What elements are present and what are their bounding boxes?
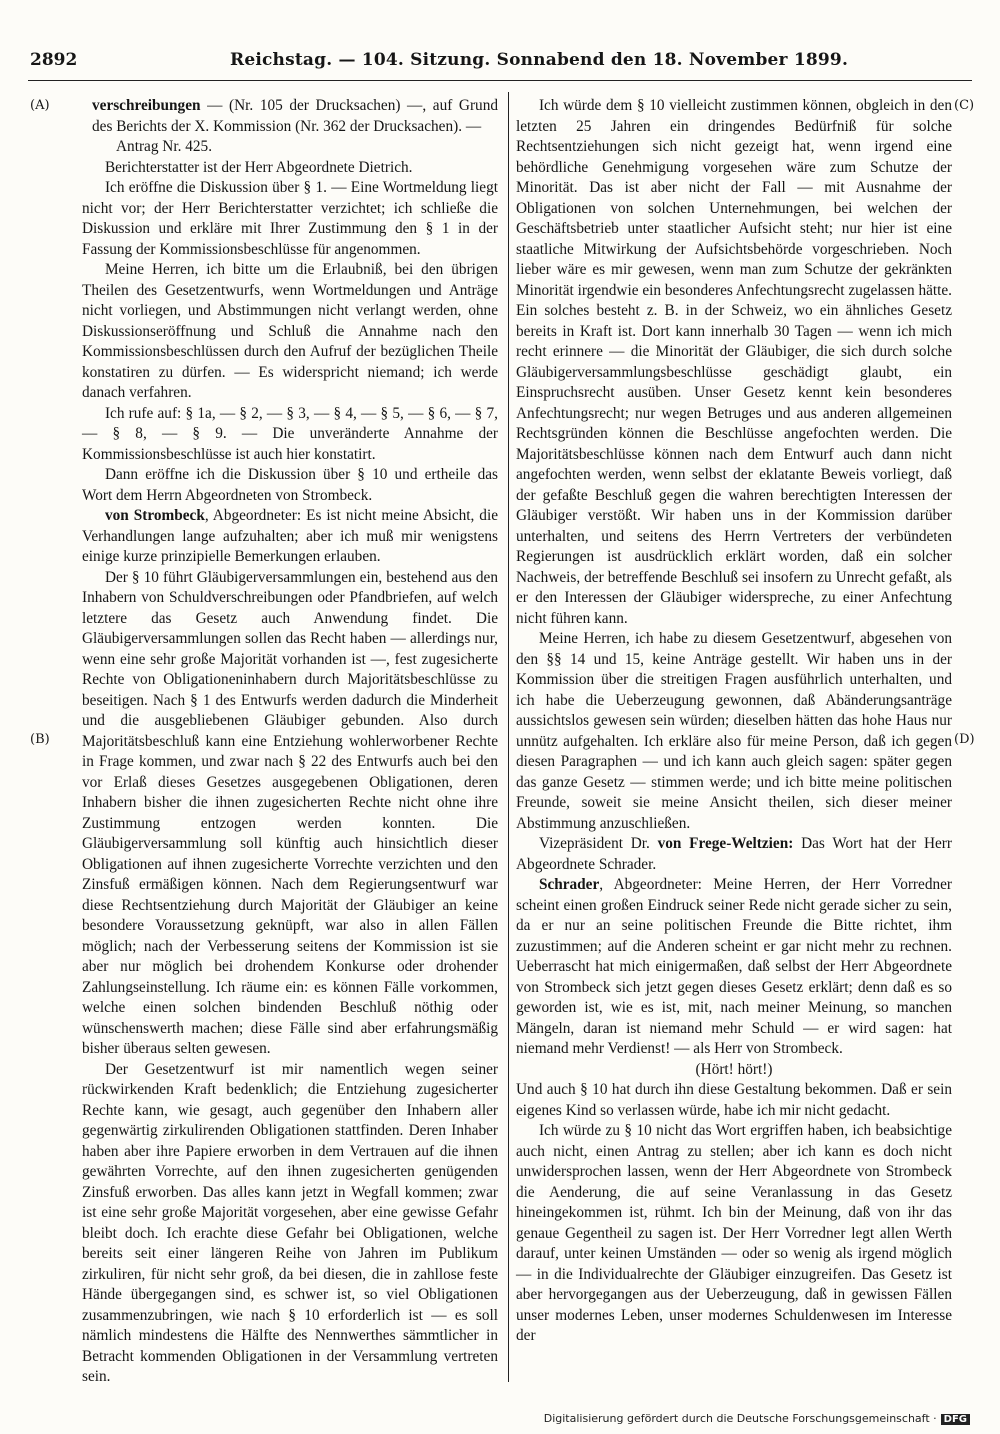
agenda-item-rest: — (Nr. 105 der Drucksachen) —, auf Grund des Berichts der X. Kommission (Nr. 362 der Drucksachen). —: [92, 97, 498, 135]
motion-number: Antrag Nr. 425.: [116, 138, 213, 155]
paragraph: Ich rufe auf: § 1a, — § 2, — § 3, — § 4, — § 5, — § 6, — § 7, — § 8, — § 9. — Die unveränderte Annahme der Kommissionsbeschlüsse ist auch hier konstatirt.: [82, 404, 498, 463]
footer-credit: [544, 1412, 970, 1425]
dfg-logo-icon: DFG: [941, 1414, 970, 1425]
agenda-item: [82, 96, 498, 137]
margin-mark-a: (A): [30, 98, 50, 113]
paragraph: Ich würde dem § 10 vielleicht zustimmen können, obgleich in den letzten 25 Jahren ein dringendes Bedürfniß für solche Rechtsentziehungen sich nicht gezeigt hat, wenn irgend eine behördliche Genehmigung vorgesehen wäre zum Schutze der Minorität. Das ist aber nicht der Fall — mit Ausnahme der Obligationen von solchen Unternehmungen, bei welchen der Geschäftsbetrieb unter staatlicher Aufsicht steht; nur hier ist eine staatliche Mitwirkung der Aufsichtsbehörde vorgeschrieben. Noch lieber wäre es mir gewesen, wenn man zum Schutze der gekränkten Minorität irgendwie ein besonderes Anfechtungsrecht zugelassen hätte. Ein solches besteht z. B. in der Schweiz, wo ein ähnliches Gesetz bereits in Kraft ist. Dort kann innerhalb 30 Tagen — wenn ich mich recht erinnere — die Minorität der Gläubiger, die sich durch solche Gläubigerversammlungsbeschlüsse geschädigt glaubt, ein Einspruchsrecht ausüben. Unser Gesetz kennt kein besonderes Anfechtungsrecht; nur wegen Betruges und aus anderen allgemeinen Rechtsgründen können die Beschlüsse angefochten werden. Die Majoritätsbeschlüsse können nach dem Entwurf auch dann nicht angefochten werden, wenn selbst der eklatante Beweis vorliegt, daß der gefaßte Beschluß gegen die wahren berechtigten Interessen der Gläubiger verstößt. Wir haben uns in der Kommission darüber unterhalten, und seitens des Herrn Vertreters der verbündeten Regierungen ist ausdrücklich erklärt worden, daß ein solcher Nachweis, der betreffende Beschluß sei insofern zu Unrecht gefaßt, als er den Interessen der Gläubiger widerspreche, zu einer Anfechtung nicht führen kann.: [516, 97, 952, 627]
agenda-item-bold: verschreibungen: [92, 97, 201, 114]
speaker-name: von Frege-Weltzien:: [657, 835, 794, 852]
speaker-name: von Strombeck: [104, 507, 205, 524]
paragraph: Berichterstatter ist der Herr Abgeordnete Dietrich.: [104, 158, 413, 176]
remark-text: Das Wort hat der Herr Abgeordnete Schrader.: [516, 835, 952, 873]
interjection: (Hört! hört!): [695, 1060, 773, 1078]
paragraph: Der Gesetzentwurf ist mir namentlich wegen seiner rückwirkenden Kraft bedenklich; die Entziehung zugesicherter Rechte kann, wie gesagt, auch gegenüber den Inhabern aller gegenwärtig zirkulirenden Obligationen stattfinden. Deren Inhaber haben aber ihre Papiere erworben in dem Vertrauen auf die ihnen gewährten Vorrechte, auf den ihnen zugesicherten genügenden Zinsfuß erworben. Das alles kann jetzt in Wegfall kommen; zwar ist eine sehr große Majorität vorgesehen, aber eine gewisse Gefahr bleibt doch. Ich erachte diese Gefahr bei Obligationen, welche bereits seit einer längeren Reihe von Jahren im Publikum zirkuliren, für nicht sehr groß, da bei diesen, die in zahllose feste Hände übergegangen sind, es schwer ist, so viel Obligationen zusammenzubringen, wie nach § 10 erforderlich ist — es soll nämlich mindestens die Hälfte des Nennwerthes sämmtlicher in Betracht kommenden Obligationen in der Versammlung vertreten sein.: [82, 1060, 498, 1385]
paragraph: Ich eröffne die Diskussion über § 1. — Eine Wortmeldung liegt nicht vor; der Herr Berichterstatter verzichtet; ich schließe die Diskussion und erkläre mit Ihrer Zustimmung den § 1 in der Fassung der Kommissionsbeschlüsse für angenommen.: [82, 179, 498, 258]
speech-text: , Abgeordneter: Meine Herren, der Herr Vorredner scheint einen großen Eindruck seiner Rede nicht gerade sicher zu sein, da er nur an seine politischen Freunde die Bitte richtet, ihm zuzustimmen; auf die Anderen scheint er gar nicht mehr zu rechnen. Ueberrascht hat mich einigermaßen, daß selbst der Herr Abgeordnete von Strombeck sich jetzt gegen dieses Gesetz erklärt; denn daß es so geworden ist, wie es ist, mit, nach meiner Meinung, so manchen Mängeln, daran ist niemand mehr Schuld — er wird sagen: hat niemand mehr Verdienst! — als Herr von Strombeck.: [516, 876, 952, 1057]
speaker-name: Schrader: [538, 876, 600, 893]
right-column: [516, 96, 952, 1347]
margin-mark-c: (C): [954, 98, 975, 113]
margin-mark-d: (D): [954, 732, 975, 747]
speech-strombeck: [82, 506, 498, 568]
left-column: [82, 96, 498, 1388]
paragraph: Dann eröffne ich die Diskussion über § 10 und ertheile das Wort dem Herrn Abgeordneten von Strombeck.: [82, 466, 498, 504]
paragraph: Meine Herren, ich bitte um die Erlaubniß, bei den übrigen Theilen des Gesetzentwurfs, wenn Wortmeldungen und Anträge nicht vorliegen, und Abstimmungen nicht verlangt werden, ohne Diskussionseröffnung und Schluß die Annahme nach den Kommissionsbeschlüssen durch den Aufruf der bezüglichen Theile konstatiren zu dürfen. — Es widerspricht niemand; ich werde danach verfahren.: [82, 261, 498, 401]
page-number: 2892: [30, 50, 78, 70]
paragraph: Der § 10 führt Gläubigerversammlungen ein, bestehend aus den Inhabern von Schuldverschreibungen oder Pfandbriefen, auf welch letztere das Gesetz auch Anwendung findet. Die Gläubigerversammlungen sollen das Recht haben — allerdings nur, wenn eine sehr große Majorität vorhanden ist —, fest zugesicherte Rechte von Obligationeninhabern durch Majoritätsbeschlüsse zu beseitigen. Nach § 1 des Entwurfs werden dadurch die Minderheit und die ausgebliebenen Gläubiger gebunden. Also durch Majoritätsbeschluß kann eine Entziehung wohlerworbener Rechte in Frage kommen, und zwar nach § 22 des Entwurfs auch bei den vor Erlaß dieses Gesetzes ausgegebenen Obligationen, deren Inhabern bisher die ihnen zugesicherten Rechte nicht ohne ihre Zustimmung entzogen werden konnten. Die Gläubigerversammlung soll künftig auch hinsichtlich dieser Obligationen auf ihnen zugesicherte Vorrechte verzichten und den Zinsfuß ermäßigen können. Nach dem Regierungsentwurf war diese Rechtsentziehung durch Majorität der Gläubiger an keine besondere Voraussetzung geknüpft, war also in allen Fällen möglich; nach der Verbesserung seitens der Kommission ist sie aber nur möglich bei drohendem Konkurse oder drohender Zahlungseinstellung. Ich räume ein: es können Fälle vorkommen, welche einen solchen bindenden Beschluß nöthig oder wünschenswerth machen; diese Fälle sind aber erfahrungsmäßig bisher überaus selten gewesen.: [82, 568, 498, 1057]
header-rule: [28, 80, 972, 81]
title-prefix: Vizepräsident Dr.: [538, 835, 658, 852]
margin-mark-b: (B): [30, 732, 50, 747]
speech-schrader: [516, 875, 952, 1060]
paragraph: Meine Herren, ich habe zu diesem Gesetzentwurf, abgesehen von den §§ 14 und 15, keine Anträge gestellt. Wir haben uns in der Kommission über die streitigen Fragen ausführlich unterhalten, und ich habe die Ueberzeugung gewonnen, daß Abänderungsanträge aussichtslos gewesen sein würden; dieselben hätten das hohe Haus nur unnütz aufgehalten. Ich erkläre also für meine Person, daß ich gegen diesen Paragraphen — und ich kann auch gleich sagen: später gegen das ganze Gesetz — stimmen werde; und ich bitte meine politischen Freunde, soweit sie meine Ansicht theilen, sich dieser meiner Abstimmung anzuschließen.: [516, 630, 952, 832]
running-head: Reichstag. — 104. Sitzung. Sonnabend den 18. November 1899.: [230, 50, 849, 70]
paragraph: Und auch § 10 hat durch ihn diese Gestaltung bekommen. Daß er sein eigenes Kind so verlassen würde, habe ich mir nicht gedacht.: [516, 1081, 952, 1119]
vice-president-remark: [516, 834, 952, 875]
speech-text: , Abgeordneter: Es ist nicht meine Absicht, die Verhandlungen lange aufzuhalten; aber ich muß mir wenigstens einige kurze prinzipielle Bemerkungen erlauben.: [82, 507, 498, 565]
column-divider: [508, 92, 509, 1382]
paragraph: Ich würde zu § 10 nicht das Wort ergriffen haben, ich beabsichtige auch nicht, einen Antrag zu stellen; aber ich kann es doch nicht unwidersprochen lassen, wenn der Herr Abgeordnete von Strombeck die Aenderung, die auf seine Veranlassung in das Gesetz hineingekommen ist, rühmt. Ich bin der Meinung, daß von ihr das genaue Gegentheil zu sagen ist. Der Herr Vorredner legt allen Werth darauf, unter keinen Umständen — oder so wenig als irgend möglich — in die Individualrechte der Gläubiger einzugreifen. Das Gesetz ist aber hervorgegangen aus der Ueberzeugung, daß in gewissen Fällen unser modernes Leben, unser modernes Schuldenwesen im Interesse der: [516, 1122, 952, 1344]
footer-text: Digitalisierung gefördert durch die Deutsche Forschungsgemeinschaft ·: [543, 1412, 937, 1425]
